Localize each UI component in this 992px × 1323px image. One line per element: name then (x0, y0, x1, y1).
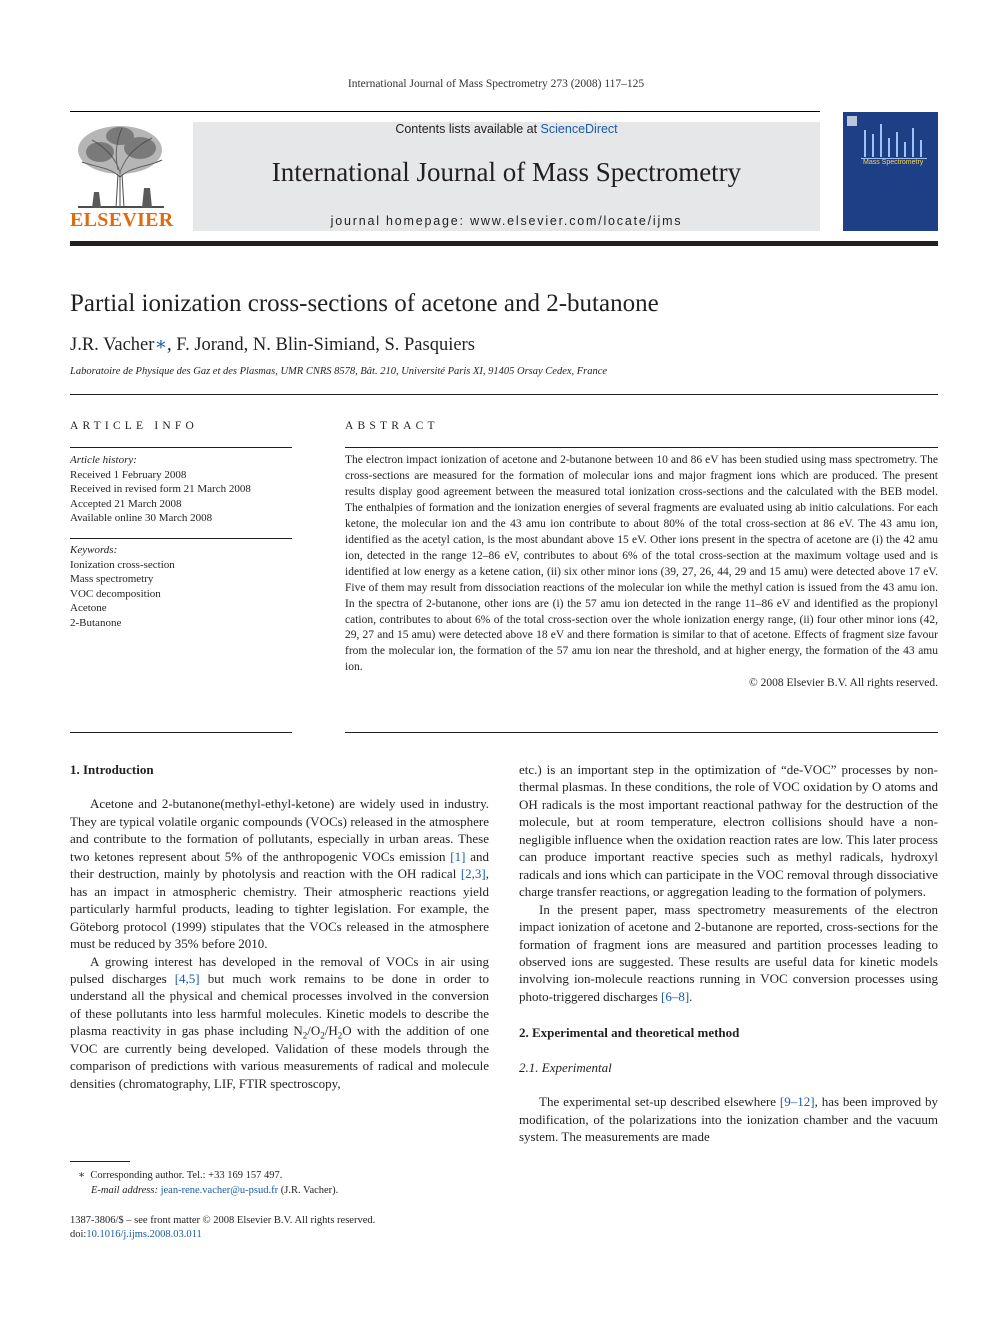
other-authors: , F. Jorand, N. Blin-Simiand, S. Pasquiers (167, 335, 475, 355)
body-left-column (70, 761, 489, 1092)
right-paragraph-3: The experimental set-up described elsewhere [9–12], has been improved by modification, of the polarizations into the ionization chamber and the vacuum system. The measurements are made (519, 1094, 938, 1145)
abstract-rule (345, 447, 938, 448)
email-link[interactable]: jean-rene.vacher@u-psud.fr (160, 1185, 279, 1196)
keyword: Ionization cross-section (70, 558, 175, 571)
abstract-heading: ABSTRACT (345, 420, 439, 432)
citation-link[interactable]: [2,3] (460, 866, 486, 882)
keywords-rule (70, 538, 292, 539)
contents-prefix: Contents lists available at (395, 122, 541, 136)
author-list (70, 334, 475, 356)
history-received: Received 1 February 2008 (70, 468, 187, 481)
email-footnote: E-mail address: jean-rene.vacher@u-psud.fr (J.R. Vacher). (91, 1185, 339, 1196)
issn-line: 1387-3806/$ – see front matter © 2008 Elsevier B.V. All rights reserved. (70, 1215, 376, 1226)
keyword: Acetone (70, 602, 107, 614)
body-right-column (519, 761, 938, 1146)
doi-link[interactable]: 10.1016/j.ijms.2008.03.011 (86, 1229, 202, 1240)
journal-title: International Journal of Mass Spectrometry (271, 157, 742, 187)
article-title: Partial ionization cross-sections of acetone and 2-butanone (70, 290, 659, 317)
abstract-bottom-rule (345, 732, 938, 733)
keyword: 2-Butanone (70, 616, 122, 629)
journal-cover-thumbnail[interactable] (843, 112, 938, 231)
doi-line: doi:10.1016/j.ijms.2008.03.011 (70, 1229, 202, 1240)
keyword: Mass spectrometry (70, 573, 154, 585)
article-info-heading: ARTICLE INFO (70, 420, 198, 432)
affiliation: Laboratoire de Physique des Gaz et des Plasmas, UMR CNRS 8578, Bât. 210, Université Paris XI, 91405 Orsay Cedex, France (70, 366, 608, 377)
footnote-rule (70, 1161, 130, 1162)
history-online: Available online 30 March 2008 (70, 512, 213, 524)
history-revised: Received in revised form 21 March 2008 (70, 483, 251, 495)
intro-paragraph-1: Acetone and 2-butanone(methyl-ethyl-ketone) are widely used in industry. They are typical volatile organic compounds (VOCs) released in the atmosphere and contribute to the formation of pollutants, especially in urban areas. These two ketones represent about 5% of the anthropogenic VOCs emission [1] and their destruction, mainly by photolysis and reaction with the OH radical [2,3], has an impact in atmospheric chemistry. Their atmospheric reactions yield particularly harmful products, leading to tighter legislation. For example, the Göteborg protocol (1999) stipulates that the VOCs released in the atmosphere must be reduced by 35% before 2010. (70, 796, 489, 952)
citation-link[interactable]: [4,5] (174, 970, 200, 986)
abstract-text: The electron impact ionization of acetone and 2-butanone between 10 and 86 eV has been studied using mass spectrometry. The cross-sections are measured for the formation of molecular ions and major fragment ions which are produced. The present results display good agreement between the measured total ionization cross-sections and the calculated with the BEB model. The enthalpies of formation and the ionization energies of several fragments are evaluated using ab initio calculations. For each ketone, the molecular ion and the 43 amu ion contribute to about 80% of the total cross-section at 86 eV. The 43 amu ion, identified as the acetyl cation, is the most abundant above 15 eV. Other ions present in the spectra of acetone are (i) the 42 amu ion, detected in the range 12–86 eV, contributes to about 6% of the total cross-section at the maximum voltage used and is identified at low energy as a ketene cation, (ii) six other minor ions (39, 27, 26, 44, 29 and 15 amu) were detected above 17 eV. Five of them may result from dissociation reactions of the molecular ion while the methyl cation is issued from the 43 amu ion. In the spectra of 2-butanone, other ions are (i) the 57 amu ion detected in the range 11–86 eV and identified as the propionyl cation, contributes to about 6% of the total cross-section over the whole ionization energy range, (ii) four other minor ions (42, 29, 27 and 15 amu) were detected above 18 eV and there formation is similar to that of acetone. Effects of fragment size favour from the molecular ion, the formation of the 57 amu ion near the threshold, and at higher energy, the formation of the 43 amu ion. (345, 454, 938, 674)
elsevier-wordmark[interactable]: ELSEVIER (70, 209, 174, 231)
article-info-rule (70, 447, 292, 448)
contents-available (193, 122, 820, 136)
header-thick-rule (70, 241, 938, 246)
keyword: VOC decomposition (70, 587, 161, 600)
intro-paragraph-2: A growing interest has developed in the removal of VOCs in air using pulsed discharges [4,5] but much work remains to be done in order to understand all the physical and chemical processes involved in the conversion of these pollutants into less harmful molecules. Kinetic models to describe the plasma reactivity in gas phase including $N_2/O_2/H_2O$ with the addition of one VOC are currently being developed. Validation of these models through the comparison of predictions with various measurements of radical and molecule densities (chromatography, LIF, FTIR spectroscopy, (70, 953, 489, 1091)
citation-link[interactable]: [1] (450, 848, 466, 864)
cover-label: Mass Spectrometry (863, 159, 924, 166)
journal-citation: International Journal of Mass Spectrometry 273 (2008) 117–125 (347, 78, 645, 90)
history-accepted: Accepted 21 March 2008 (70, 497, 182, 510)
section-heading-introduction: 1. Introduction (70, 762, 154, 777)
article-info-bottom-rule (70, 732, 292, 733)
corresponding-author-footnote: ∗ Corresponding author. Tel.: +33 169 157 497. (78, 1170, 283, 1181)
citation-link[interactable]: [6–8] (661, 988, 690, 1004)
copyright: © 2008 Elsevier B.V. All rights reserved. (749, 677, 938, 690)
keywords-label: Keywords: (70, 544, 118, 556)
citation-link[interactable]: [9–12] (779, 1094, 815, 1110)
corresponding-author-mark[interactable]: ∗ (154, 335, 168, 355)
sciencedirect-link[interactable]: ScienceDirect (540, 122, 618, 136)
journal-homepage[interactable]: journal homepage: www.elsevier.com/locate/ijms (330, 214, 683, 228)
right-paragraph-2: In the present paper, mass spectrometry measurements of the electron impact ionization of acetone and 2-butanone are reported, cross-sections for the formation of fragment ions are measured and partition processes leading to observed ions are suggested. These results are useful data for kinetic models involving ion-molecule reactions running in VOC conversion processes using photo-triggered discharges [6–8]. (519, 901, 938, 1004)
right-paragraph-1: etc.) is an important step in the optimization of “de-VOC” processes by non-thermal plasmas. In these conditions, the role of VOC oxidation by O atoms and OH radicals is the most important reactional pathway for the destruction of the molecule, but at room temperature, electron collisions should have a non-negligible influence when the oxidation reaction rates are low. This later process can produce important reactive species such as methyl radicals, hydroxyl radicals and ions which can participate in the VOC removal through dissociative charge transfer reactions, or aggregation leading to the formation of polymers. (519, 762, 938, 900)
history-label: Article history: (70, 454, 137, 466)
article-history (70, 453, 292, 526)
abstract (345, 453, 938, 692)
header-rule (70, 111, 820, 112)
subsection-heading-experimental: 2.1. Experimental (519, 1059, 612, 1075)
keywords (70, 543, 292, 630)
first-author: J.R. Vacher (70, 335, 155, 355)
title-divider (70, 394, 938, 395)
section-heading-experimental-method: 2. Experimental and theoretical method (519, 1025, 740, 1041)
